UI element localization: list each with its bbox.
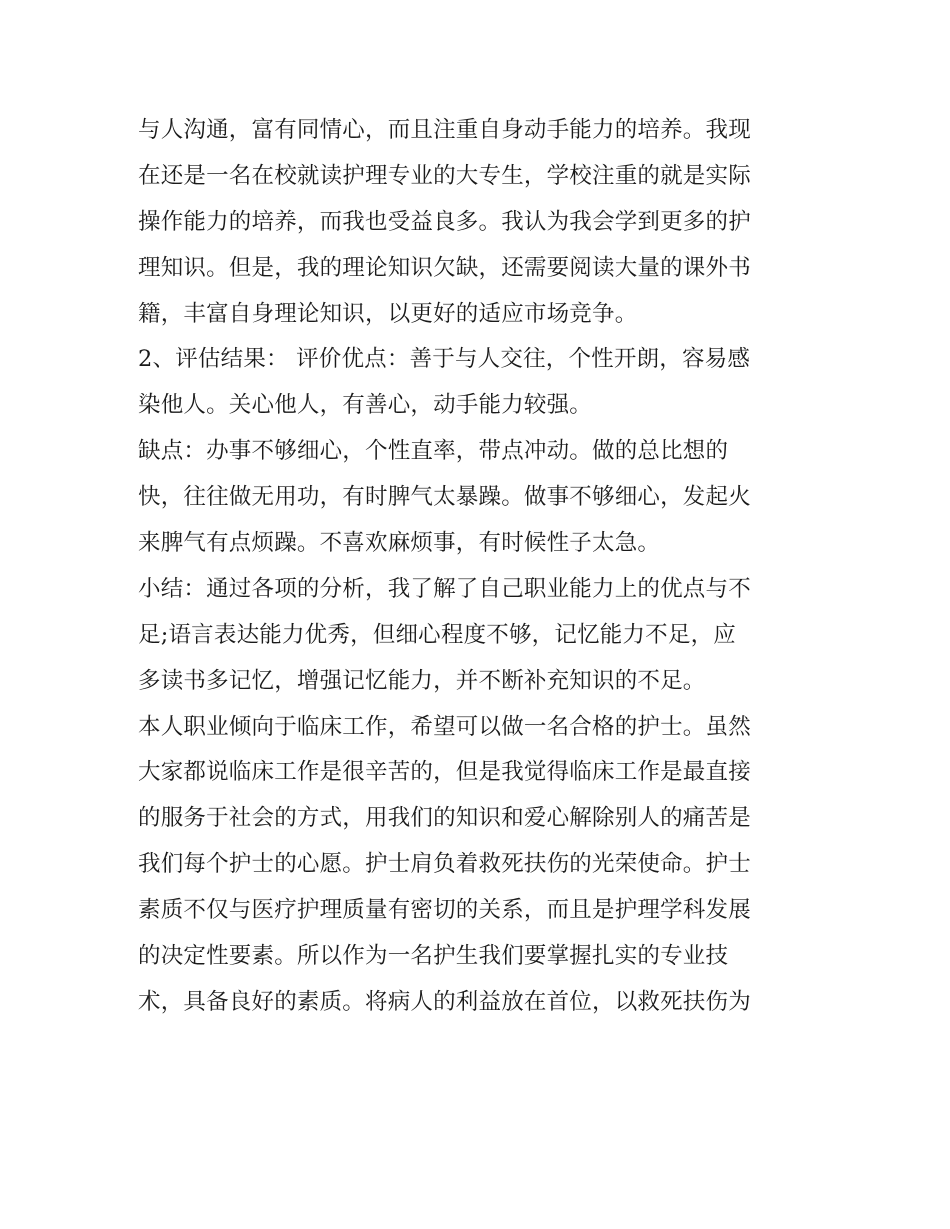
text-line: 素质不仅与医疗护理质量有密切的关系，而且是护理学科发展 — [138, 897, 751, 924]
text-line: 本人职业倾向于临床工作，希望可以做一名合格的护士。虽然 — [138, 713, 751, 740]
text-line: 2、评估结果： 评价优点：善于与人交往，个性开朗，容易感 — [138, 346, 751, 373]
text-line: 与人沟通，富有同情心，而且注重自身动手能力的培养。我现 — [138, 117, 751, 143]
text-line: 足;语言表达能力优秀，但细心程度不够，记忆能力不足，应 — [138, 621, 736, 648]
text-line: 快，往往做无用功，有时脾气太暴躁。做事不够细心，发起火 — [138, 484, 751, 511]
text-line: 小结：通过各项的分析，我了解了自己职业能力上的优点与不 — [138, 575, 751, 602]
text-line: 理知识。但是，我的理论知识欠缺，还需要阅读大量的课外书 — [138, 254, 751, 281]
text-line: 大家都说临床工作是很辛苦的，但是我觉得临床工作是最直接 — [138, 759, 751, 786]
text-line: 我们每个护士的心愿。护士肩负着救死扶伤的光荣使命。护士 — [138, 851, 751, 878]
text-line: 在还是一名在校就读护理专业的大专生，学校注重的就是实际 — [138, 162, 751, 189]
body-text — [138, 108, 818, 1026]
text-line: 术，具备良好的素质。将病人的利益放在首位，以救死扶伤为 — [138, 988, 751, 1015]
text-line: 的决定性要素。所以作为一名护生我们要掌握扎实的专业技 — [138, 943, 729, 970]
text-line: 的服务于社会的方式，用我们的知识和爱心解除别人的痛苦是 — [138, 805, 751, 832]
text-line: 来脾气有点烦躁。不喜欢麻烦事，有时候性子太急。 — [138, 530, 661, 557]
text-line: 染他人。关心他人，有善心，动手能力较强。 — [138, 392, 593, 419]
text-line: 籍，丰富自身理论知识，以更好的适应市场竞争。 — [138, 300, 638, 327]
text-line: 多读书多记忆，增强记忆能力，并不断补充知识的不足。 — [138, 667, 706, 694]
text-line: 操作能力的培养，而我也受益良多。我认为我会学到更多的护 — [138, 208, 751, 235]
text-line: 缺点：办事不够细心，个性直率，带点冲动。做的总比想的 — [138, 438, 729, 465]
